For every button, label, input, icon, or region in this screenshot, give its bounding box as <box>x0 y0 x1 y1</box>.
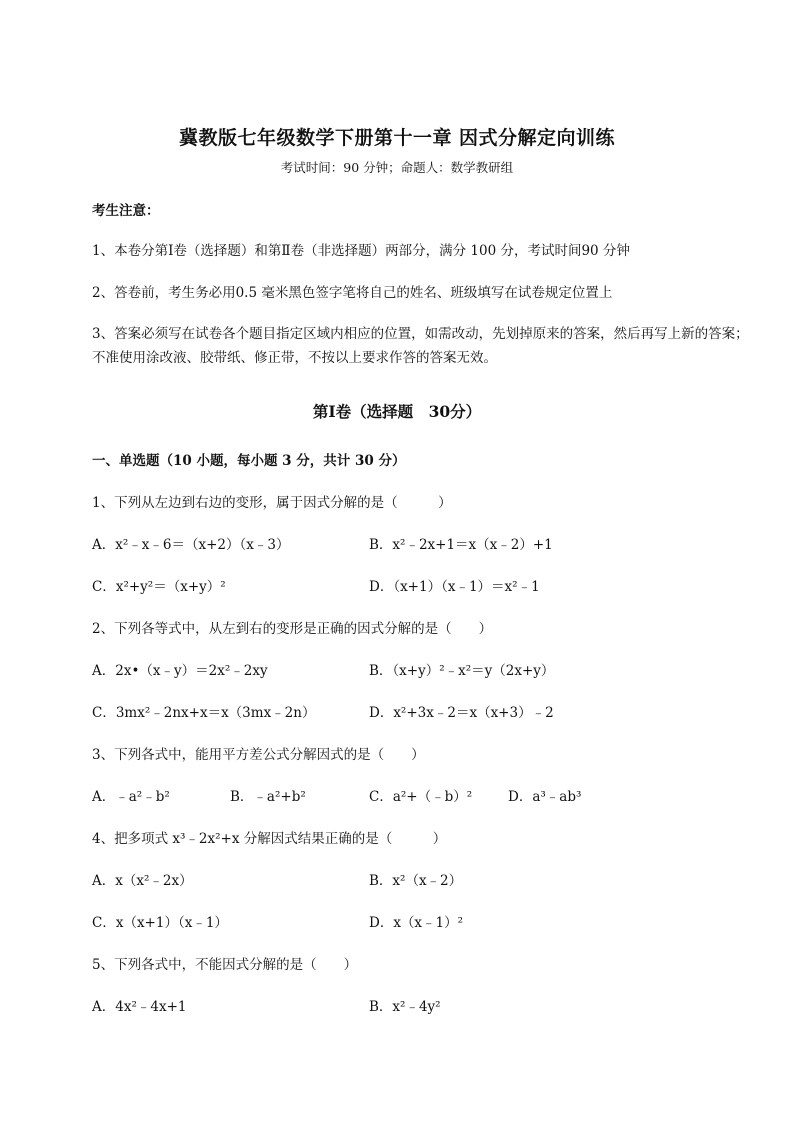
section-title: 第Ⅰ卷（选择题 30分） <box>312 402 482 421</box>
notice-item-1: 1、本卷分第Ⅰ卷（选择题）和第Ⅱ卷（非选择题）两部分，满分 100 分，考试时间90 分钟 <box>92 243 630 259</box>
question-5-stem: 5、下列各式中，不能因式分解的是（ ） <box>92 957 358 973</box>
question-1-option-d: D．（x+1）（x﹣1）＝x²﹣1 <box>369 579 540 595</box>
question-4-option-b: B．x²（x﹣2） <box>369 873 463 889</box>
question-3-option-b: B．﹣a²+b² <box>230 789 306 805</box>
notice-item-3: 3、答案必须写在试卷各个题目指定区域内相应的位置，如需改动，先划掉原来的答案，然后再写上新的答案；不准使用涂改液、胶带纸、修正带，不按以上要求作答的答案无效。 <box>92 326 749 366</box>
question-2-option-a: A．2x•（x﹣y）＝2x²﹣2xy <box>92 663 268 679</box>
question-4-option-c: C．x（x+1）（x﹣1） <box>92 915 228 931</box>
question-4-option-a: A．x（x²﹣2x） <box>92 873 193 889</box>
question-5-option-a: A．4x²﹣4x+1 <box>92 999 187 1015</box>
question-1-option-a: A．x²﹣x﹣6＝（x+2）（x﹣3） <box>92 537 290 553</box>
question-2-option-c: C．3mx²﹣2nx+x＝x（3mx﹣2n） <box>92 705 316 721</box>
exam-subtitle: 考试时间：90 分钟；命题人：数学教研组 <box>280 160 514 175</box>
question-3-option-a: A．﹣a²﹣b² <box>92 789 170 805</box>
question-5-option-b: B．x²﹣4y² <box>369 999 441 1015</box>
exam-title: 冀教版七年级数学下册第十一章 因式分解定向训练 <box>178 127 616 149</box>
question-3-option-c: C．a²+（﹣b）² <box>369 789 473 805</box>
question-4-stem: 4、把多项式 x³﹣2x²+x 分解因式结果正确的是（ ） <box>92 831 447 847</box>
part-heading: 一、单选题（10 小题，每小题 3 分，共计 30 分） <box>92 453 406 469</box>
question-2-stem: 2、下列各等式中，从左到右的变形是正确的因式分解的是（ ） <box>92 621 493 637</box>
notice-item-2: 2、答卷前，考生务必用0.5 毫米黑色签字笔将自己的姓名、班级填写在试卷规定位置上 <box>92 285 613 301</box>
question-1-stem: 1、下列从左边到右边的变形，属于因式分解的是（ ） <box>92 495 452 511</box>
question-3-stem: 3、下列各式中，能用平方差公式分解因式的是（ ） <box>92 747 425 763</box>
notice-heading: 考生注意： <box>92 203 160 219</box>
question-3-option-d: D．a³﹣ab³ <box>508 789 582 805</box>
question-2-option-d: D．x²+3x﹣2＝x（x+3）﹣2 <box>369 705 554 721</box>
question-4-option-d: D．x（x﹣1）² <box>369 915 464 931</box>
question-2-option-b: B．（x+y）²﹣x²＝y（2x+y） <box>369 663 555 679</box>
question-1-option-b: B．x²﹣2x+1＝x（x﹣2）+1 <box>369 537 553 553</box>
question-1-option-c: C．x²+y²＝（x+y）² <box>92 579 226 595</box>
